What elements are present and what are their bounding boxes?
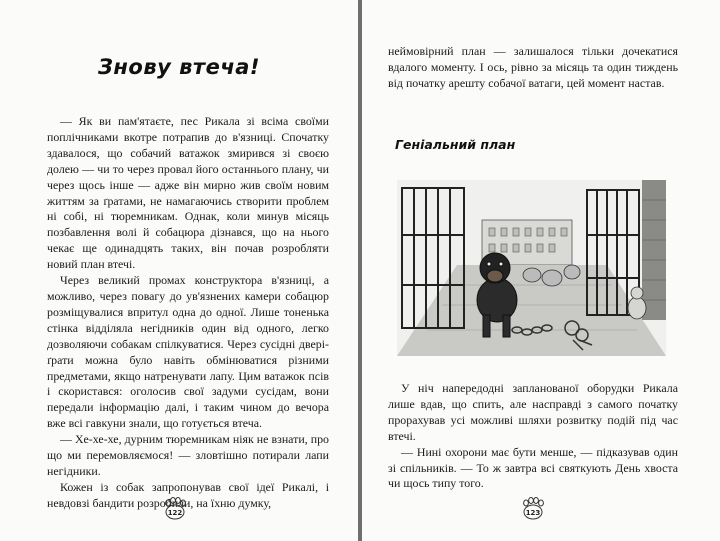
left-page	[0, 0, 358, 541]
paragraph: Через великий промах конструктора в'язниці, а можливо, через повагу до ув'язнених камери собацюр розміщувалися впритул одна до одної. Лише тоненька стінка відділяла негідників один від одного, легко дозволяючи собакам спілкуватися. Через сусідні двері-ґрати можна було навіть обмінюватися різними предметами, якщо натренувати лапу. Цим ватажок псів і скористався: оголосив свої задуми сусідам, вони передали інформацію далі, і таким чином до вечора вже всі гавкуни знали, що готується втеча.	[47, 273, 329, 431]
right-page-top-text	[388, 44, 678, 92]
right-page	[362, 0, 720, 541]
paragraph: У ніч напередодні запланованої оборудки Рикала лише вдав, що спить, але насправді з самого початку прорахував усі можливі шляхи розвитку подій під час втечі.	[388, 381, 678, 443]
paragraph: неймовірний план — залишалося тільки дочекатися вдалого моменту. І ось, рівно за місяць та один тиждень від початку арешту собачої ватаги, цей момент настав.	[388, 44, 678, 90]
section-subtitle: Геніальний план	[395, 137, 516, 152]
prison-escape-illustration	[397, 180, 666, 356]
page-number: 123	[525, 509, 541, 517]
right-page-bottom-text	[388, 381, 678, 492]
paw-icon	[520, 497, 546, 523]
page-number: 122	[167, 509, 183, 517]
paragraph: — Нині охорони має бути менше, — підказував один зі спільників. — То ж завтра всі святкують День хвоста чи щось типу того.	[388, 444, 678, 491]
left-page-text	[47, 114, 329, 512]
chapter-title: Знову втеча!	[97, 55, 260, 79]
paragraph: Кожен із собак запропонував свої ідеї Рикалі, і невдовзі бандити розробили, на їхню думку,	[47, 479, 329, 510]
paragraph: — Як ви пам'ятаєте, пес Рикала зі всіма своїми поплічниками вкотре потрапив до в'язниці. Спочатку здавалося, що собачий ватажок змирився зі своєю долею — чи то через провал його останнього плану, чи через щось інше — адже він мирно жив своїм новим життям за ґратами, не намагаючись створити проблем ні собі, ні тюремникам. Однак, коли минув місяць позбавлення волі й собацюра дізнався, що на нього чекає ще одинадцять таких, він почав розробляти новий план втечі.	[47, 114, 329, 272]
paw-icon	[162, 497, 188, 523]
paragraph: — Хе-хе-хе, дурним тюремникам ніяк не взнати, про що ми перемовляємося! — зловтішно потирали лапи негідники.	[47, 432, 329, 478]
